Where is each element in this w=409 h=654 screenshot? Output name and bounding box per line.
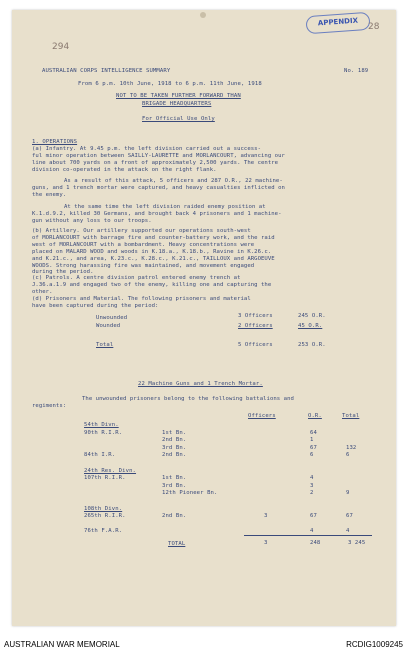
table-cell: 76th F.A.R. [84,528,123,535]
unwounded-officers: 3 Officers [238,313,273,319]
table-cell: 1st Bn. [162,429,187,436]
paragraph-infantry: (a) Infantry. At 9.45 p.m. the left division carried out a success- ful minor operation between SAILLY-LAURETTE and MORLANCOURT, advancing our line about 700 yards on a front of approximately 2,500 yards. The centre division co-operated in the attack on the right flank. [32,146,285,173]
table-cell: 54th Divn. [84,422,119,428]
table-cell: 132 [346,444,357,451]
total-label: Total [96,342,114,348]
paragraph-artillery: (b) Artillery. Our artillery supported our operations south-west of MORLANCOURT with barrage fire and counter-battery work, and the raid west of MORLANCOURT with a bombardment. Heavy concentrations were placed on MALARD WOOD and woods in K.18.a., K.18.b., Ravine in K.26.c. and K.21.c., and area, K.23.c., K.28.c., K.21.c., TAILLOUX and ARGOEUVE WOODS. Strong harassing fire was maintained, and movement engaged during the period. [32,228,275,276]
appendix-stamp: APPENDIX [305,12,370,34]
table-cell: 2 [310,490,314,497]
table-cell: 1st Bn. [162,475,187,482]
col-total: Total [342,413,360,419]
table-cell: 108th Divn. [84,505,123,512]
battalions-intro: The unwounded prisoners belong to the following battalions and regiments: [32,396,294,409]
wounded-officers: 2 Officers [238,323,273,329]
paragraph-prisoners: (d) Prisoners and Material. The following prisoners and material have been captured during the period: [32,296,251,309]
total-officers: 5 Officers [238,342,273,348]
table-cell: 3rd Bn. [162,482,187,489]
table-cell: 67 [310,513,317,520]
table-cell: 67 [346,513,353,520]
col-or: O.R. [308,413,322,419]
table-cell: 3 [310,482,314,489]
document-page [12,10,396,626]
reference-number: 294 [52,42,70,52]
table-total-officers: 3 [264,540,268,546]
paragraph-patrols: (c) Patrols. A centre division patrol entered enemy trench at J.36.a.1.9 and engaged two of the enemy, killing one and capturing the other. [32,275,272,295]
table-cell: 3rd Bn. [162,444,187,451]
footer-left: AUSTRALIAN WAR MEMORIAL [4,640,120,649]
table-cell: 84th I.R. [84,452,116,459]
wounded-label: Wounded [96,323,121,329]
table-total-total: 3 245 [348,540,366,546]
paragraph-result: As a result of this attack, 5 officers and 287 O.R., 22 machine- guns, and 1 trench mortar were captured, and heavy casualties inflicted on the enemy. [32,178,285,198]
table-cell: 6 [310,452,314,459]
section-heading: 1. OPERATIONS [32,139,78,145]
page-number: 28 [368,22,380,32]
table-cell: 4 [310,528,314,535]
table-cell: 9 [346,490,350,497]
table-cell: 90th R.I.R. [84,429,123,436]
total-rule [244,535,372,536]
restriction-line-2: BRIGADE HEADQUARTERS [142,101,212,107]
table-cell: 107th R.I.R. [84,475,126,482]
table-cell: 4 [310,475,314,482]
table-cell: 2nd Bn. [162,513,187,520]
table-cell: 24th Res. Divn. [84,467,137,474]
period: From 6 p.m. 10th June, 1918 to 6 p.m. 11th June, 1918 [78,81,262,87]
table-cell: 265th R.I.R. [84,513,126,520]
table-cell: 6 [346,452,350,459]
table-cell: 2nd Bn. [162,437,187,444]
material-line: 22 Machine Guns and 1 Trench Mortar. [138,381,263,387]
unwounded-label: Unwounded [96,315,128,321]
total-or: 253 O.R. [298,342,326,348]
table-cell: 67 [310,444,317,451]
summary-number: No. 189 [344,68,369,74]
table-total-label: TOTAL [168,541,186,547]
col-officers: Officers [248,413,276,419]
paragraph-raid: At the same time the left division raided enemy position at K.1.d.9.2, killed 30 Germans, and brought back 4 prisoners and 1 machine- gun without any loss to our troops. [32,204,282,224]
wounded-or: 45 O.R. [298,323,323,329]
table-total-or: 248 [310,540,321,546]
table-cell: 4 [346,528,350,535]
restriction-line-1: NOT TO BE TAKEN FURTHER FORWARD THAN [116,93,241,99]
table-cell: 3 [264,513,268,520]
footer-right: RCDIG1009245 [346,640,403,649]
punch-hole [200,12,206,18]
table-cell: 64 [310,429,317,436]
summary-title: AUSTRALIAN CORPS INTELLIGENCE SUMMARY [42,68,171,74]
table-cell: 2nd Bn. [162,452,187,459]
official-use: For Official Use Only [142,116,215,122]
table-cell: 12th Pioneer Bn. [162,490,218,497]
unwounded-or: 245 O.R. [298,313,326,319]
table-cell: 1 [310,437,314,444]
